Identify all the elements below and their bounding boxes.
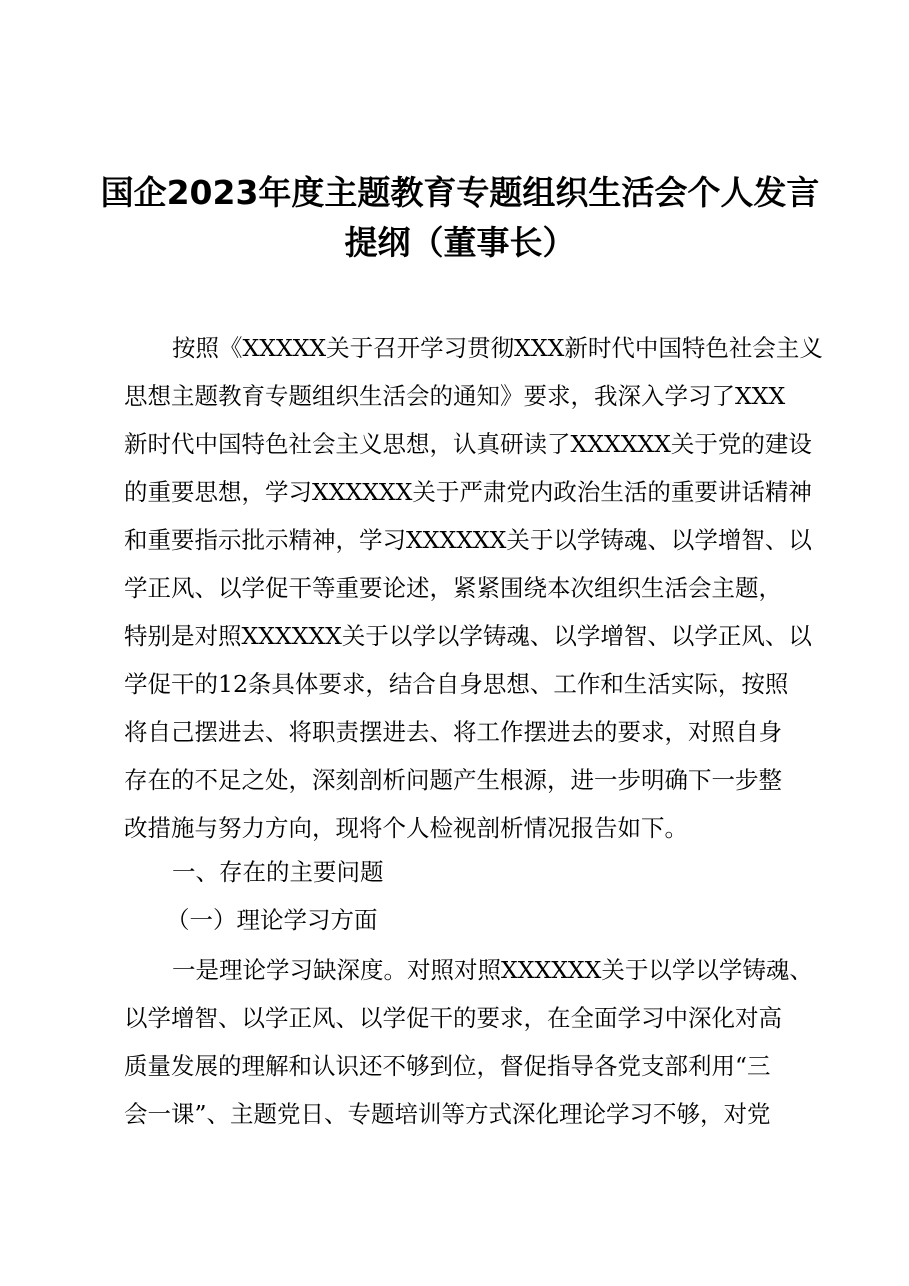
body-line: 新时代中国特色社会主义思想，认真研读了XXXXXX关于党的建设 [124, 430, 812, 458]
body-line: 质量发展的理解和认识还不够到位，督促指导各党支部利用“三 [124, 1052, 771, 1080]
body-line: 会一课”、主题党日、专题培训等方式深化理论学习不够，对党 [124, 1100, 771, 1128]
body-line: 的重要思想，学习XXXXXX关于严肃党内政治生活的重要讲话精神 [124, 478, 812, 506]
body-line: 思想主题教育专题组织生活会的通知》要求，我深入学习了XXX [124, 382, 786, 410]
body-line: 将自己摆进去、将职责摆进去、将工作摆进去的要求，对照自身 [124, 718, 782, 746]
subsection-heading: （一）理论学习方面 [166, 906, 378, 934]
body-line: 按照《XXXXX关于召开学习贯彻XXX新时代中国特色社会主义 [172, 334, 823, 362]
section-heading: 一、存在的主要问题 [172, 858, 384, 886]
body-line: 一是理论学习缺深度。对照对照XXXXXX关于以学以学铸魂、 [172, 956, 813, 984]
document-title-line-2: 提纲（董事长） [344, 223, 576, 262]
body-line: 以学增智、以学正风、以学促干的要求，在全面学习中深化对高 [124, 1004, 782, 1032]
body-line: 存在的不足之处，深刻剖析问题产生根源，进一步明确下一步整 [124, 766, 782, 794]
body-line: 学促干的12条具体要求，结合自身思想、工作和生活实际，按照 [124, 670, 789, 698]
body-line: 学正风、以学促干等重要论述，紧紧围绕本次组织生活会主题， [124, 574, 782, 602]
body-line: 特别是对照XXXXXX关于以学以学铸魂、以学增智、以学正风、以 [124, 622, 812, 650]
body-line: 改措施与努力方向，现将个人检视剖析情况报告如下。 [124, 814, 688, 842]
document-title-line-1: 国企2023年度主题教育专题组织生活会个人发言 [100, 173, 820, 212]
body-line: 和重要指示批示精神，学习XXXXXX关于以学铸魂、以学增智、以 [124, 526, 812, 554]
